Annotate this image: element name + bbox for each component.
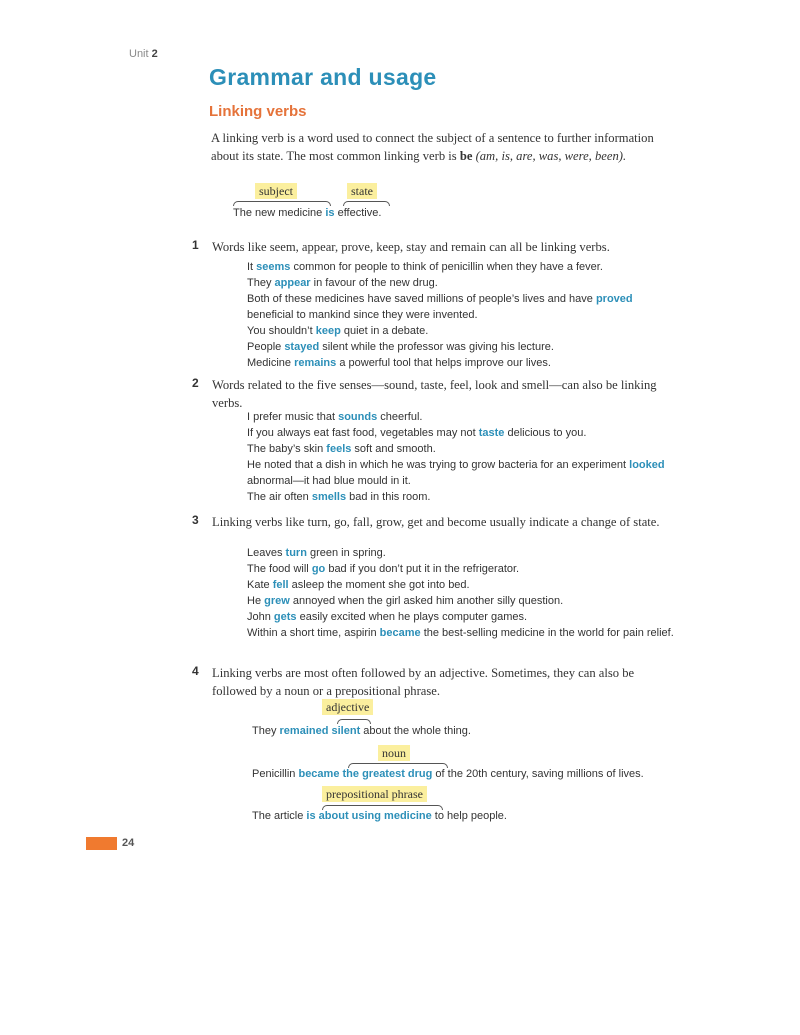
- noun-sentence: [252, 766, 644, 782]
- sentence-part: The new medicine: [233, 207, 326, 219]
- ex-text: beneficial to mankind since they were invented.: [247, 309, 478, 321]
- ex-text: Medicine: [247, 357, 295, 369]
- unit-number: 2: [151, 48, 158, 60]
- example-line: [247, 457, 677, 489]
- ex-verb: looked: [629, 459, 665, 471]
- ex-text: a powerful tool that helps improve our lives.: [336, 357, 551, 369]
- rule-3-examples: [247, 545, 677, 641]
- linking-verb: is: [306, 810, 316, 822]
- label-noun: noun: [378, 745, 410, 761]
- ex-text: delicious to you.: [504, 427, 587, 439]
- example-line: [247, 323, 677, 339]
- rule-number: 2: [192, 376, 199, 390]
- ex-text: Both of these medicines have saved millions of people’s lives and have: [247, 293, 596, 305]
- ex-text: The baby’s skin: [247, 443, 327, 455]
- section-title: Linking verbs: [209, 103, 307, 120]
- sentence-part: They: [252, 725, 280, 737]
- ex-verb: feels: [326, 443, 352, 455]
- linking-verb: is: [325, 207, 335, 219]
- label-subject: subject: [255, 183, 297, 199]
- example-sentence: [233, 205, 381, 221]
- example-line: [247, 441, 677, 457]
- ex-text: abnormal—it had blue mould in it.: [247, 475, 411, 487]
- sentence-part: The article: [252, 810, 307, 822]
- example-line: [247, 339, 677, 355]
- ex-text: easily excited when he plays computer games.: [296, 611, 528, 623]
- rule-text: Words related to the five senses—sound, taste, feel, look and smell—can also be linking verbs.: [212, 378, 657, 410]
- linking-verb: became: [298, 768, 340, 780]
- page-number: 24: [122, 837, 135, 849]
- ex-verb: remains: [294, 357, 337, 369]
- unit-header: [129, 48, 158, 60]
- ex-text: bad if you don’t put it in the refrigerator.: [325, 563, 520, 575]
- rule-4: [192, 664, 672, 700]
- ex-verb: grew: [264, 595, 290, 607]
- ex-text: People: [247, 341, 285, 353]
- example-line: [247, 409, 677, 425]
- ex-verb: smells: [311, 491, 347, 503]
- ex-verb: turn: [285, 547, 307, 559]
- ex-verb: fell: [272, 579, 289, 591]
- complement-prepositional-phrase: about using medicine: [318, 810, 432, 822]
- example-line: [247, 259, 677, 275]
- label-adjective: adjective: [322, 699, 373, 715]
- ex-verb: seems: [256, 261, 291, 273]
- page-number-bar: [86, 837, 117, 850]
- ex-text: He noted that a dish in which he was trying to grow bacteria for an experiment: [247, 459, 630, 471]
- rule-text: Words like seem, appear, prove, keep, stay and remain can all be linking verbs.: [212, 240, 610, 254]
- label-prepositional-phrase: prepositional phrase: [322, 786, 427, 802]
- example-line: [247, 625, 677, 641]
- rule-1-examples: [247, 259, 677, 371]
- example-line: [247, 577, 677, 593]
- ex-text: He: [247, 595, 265, 607]
- ex-text: asleep the moment she got into bed.: [288, 579, 470, 591]
- ex-verb: stayed: [284, 341, 320, 353]
- label-state: state: [347, 183, 377, 199]
- ex-text: common for people to think of penicillin when they have a fever.: [290, 261, 603, 273]
- sentence-part: about the whole thing.: [360, 725, 471, 737]
- ex-text: bad in this room.: [346, 491, 431, 503]
- rule-2: [192, 376, 672, 412]
- example-line: [247, 425, 677, 441]
- ex-verb: keep: [315, 325, 341, 337]
- ex-text: It: [247, 261, 257, 273]
- rule-3: [192, 513, 672, 531]
- intro-be: be: [459, 149, 473, 163]
- example-line: [247, 275, 677, 291]
- sentence-part: to help people.: [431, 810, 507, 822]
- linking-verb: remained: [279, 725, 329, 737]
- intro-text: A linking verb is a word used to connect the subject of a sentence to further information about its state. The most common linking verb is: [211, 131, 654, 163]
- rule-number: 4: [192, 664, 199, 678]
- adjective-sentence: [252, 723, 471, 739]
- ex-text: I prefer music that: [247, 411, 339, 423]
- example-line: [247, 593, 677, 609]
- ex-text: the best-selling medicine in the world for pain relief.: [420, 627, 674, 639]
- ex-text: The food will: [247, 563, 312, 575]
- ex-verb: gets: [273, 611, 297, 623]
- ex-text: John: [247, 611, 274, 623]
- rule-2-examples: [247, 409, 677, 505]
- ex-text: annoyed when the girl asked him another silly question.: [289, 595, 564, 607]
- example-line: [247, 609, 677, 625]
- intro-paragraph: [211, 129, 671, 165]
- ex-text: cheerful.: [377, 411, 423, 423]
- sentence-part: of the 20th century, saving millions of lives.: [432, 768, 644, 780]
- intro-forms: (am, is, are, was, were, been).: [472, 149, 627, 163]
- ex-text: Leaves: [247, 547, 286, 559]
- example-line: [247, 561, 677, 577]
- page-title: Grammar and usage: [209, 64, 437, 90]
- ex-text: Kate: [247, 579, 273, 591]
- ex-verb: proved: [595, 293, 633, 305]
- example-line: [247, 489, 677, 505]
- rule-text: Linking verbs like turn, go, fall, grow, get and become usually indicate a change of state.: [212, 515, 660, 529]
- ex-text: soft and smooth.: [351, 443, 436, 455]
- ex-verb: appear: [274, 277, 311, 289]
- rule-number: 1: [192, 238, 199, 252]
- rule-number: 3: [192, 513, 199, 527]
- ex-text: If you always eat fast food, vegetables may not: [247, 427, 479, 439]
- ex-text: in favour of the new drug.: [310, 277, 438, 289]
- ex-verb: sounds: [338, 411, 378, 423]
- ex-verb: go: [311, 563, 326, 575]
- rule-text: Linking verbs are most often followed by an adjective. Sometimes, they can also be followed by a noun or a prepositional phrase.: [212, 666, 635, 698]
- prepositional-sentence: [252, 808, 507, 824]
- ex-verb: became: [379, 627, 421, 639]
- sentence-part: effective.: [334, 207, 382, 219]
- ex-text: You shouldn’t: [247, 325, 316, 337]
- sentence-part: Penicillin: [252, 768, 299, 780]
- ex-text: Within a short time, aspirin: [247, 627, 380, 639]
- example-line: [247, 545, 677, 561]
- ex-text: quiet in a debate.: [340, 325, 429, 337]
- ex-verb: taste: [478, 427, 505, 439]
- example-line: [247, 355, 677, 371]
- rule-1: [192, 238, 672, 256]
- ex-text: silent while the professor was giving his lecture.: [319, 341, 554, 353]
- complement-adjective: silent: [331, 725, 361, 737]
- ex-text: green in spring.: [306, 547, 386, 559]
- complement-noun: the greatest drug: [342, 768, 433, 780]
- ex-text: The air often: [247, 491, 312, 503]
- unit-word: Unit: [129, 48, 149, 60]
- ex-text: They: [247, 277, 275, 289]
- example-line: [247, 291, 677, 323]
